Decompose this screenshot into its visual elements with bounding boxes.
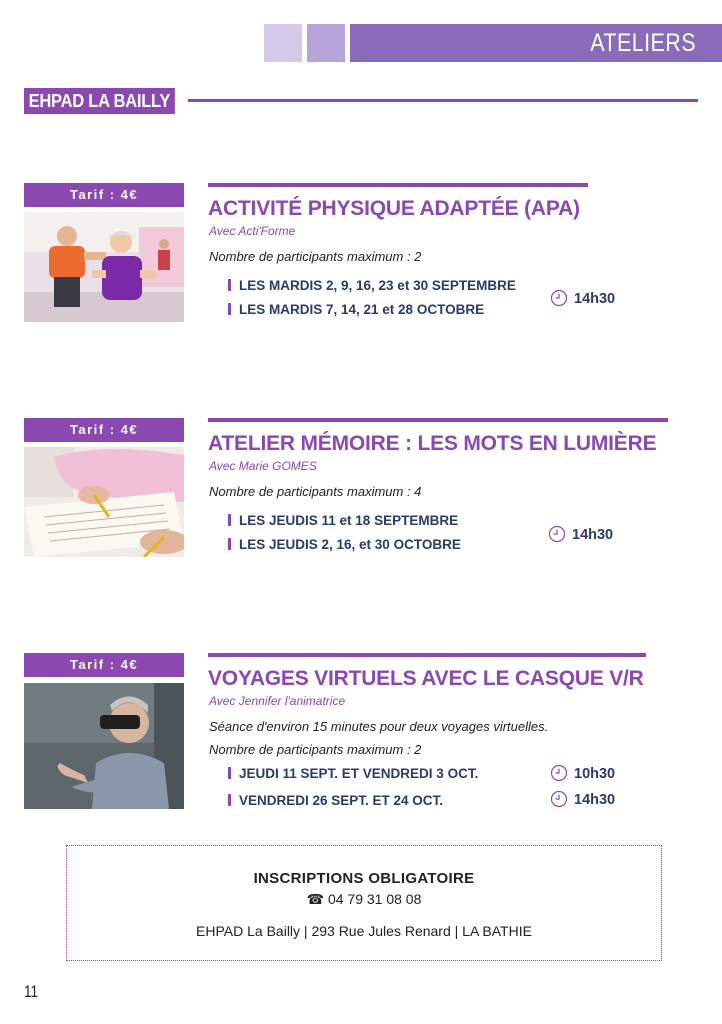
time-slot <box>550 289 615 307</box>
time-text: 14h30 <box>572 527 614 543</box>
time-text: 14h30 <box>574 792 616 808</box>
time-text: 10h30 <box>574 766 616 782</box>
inscriptions-title: INSCRIPTIONS OBLIGATOIRE <box>253 870 475 887</box>
header-square-light <box>264 24 302 62</box>
activity-title: ACTIVITÉ PHYSIQUE ADAPTÉE (APA) <box>208 197 580 220</box>
date-text: VENDREDI 26 SEPT. ET 24 OCT. <box>239 793 444 808</box>
time-slot <box>550 790 615 808</box>
time-slot <box>550 764 615 782</box>
activity-facilitator: Avec Jennifer l'animatrice <box>209 694 346 708</box>
activity-divider <box>208 653 646 657</box>
activity-facilitator: Avec Acti'Forme <box>209 224 296 238</box>
date-line <box>228 513 458 528</box>
clock-icon <box>550 764 568 782</box>
activity-participants: Nombre de participants maximum : 4 <box>209 484 422 499</box>
page-number: 11 <box>24 982 39 1001</box>
date-text: JEUDI 11 SEPT. ET VENDREDI 3 OCT. <box>239 766 479 781</box>
time-slot <box>548 525 613 543</box>
tarif-badge: Tarif : 4€ <box>24 418 184 442</box>
date-line <box>228 793 443 808</box>
phone-number: 04 79 31 08 08 <box>327 891 422 907</box>
tarif-badge: Tarif : 4€ <box>24 653 184 677</box>
phone-line <box>67 891 661 908</box>
inscriptions-box <box>66 845 662 961</box>
page-title: ATELIERS <box>590 29 696 57</box>
activity-participants: Nombre de participants maximum : 2 <box>209 249 422 264</box>
date-line <box>228 278 516 293</box>
date-line <box>228 766 478 781</box>
date-text: LES JEUDIS 2, 16, et 30 OCTOBRE <box>239 537 461 552</box>
phone-icon: ☎ <box>306 891 328 907</box>
activity-photo-vr <box>24 683 184 809</box>
activity-participants: Nombre de participants maximum : 2 <box>209 742 422 757</box>
clock-icon <box>550 790 568 808</box>
activity-photo-memoire <box>24 447 184 557</box>
clock-icon <box>548 525 566 543</box>
activity-facilitator: Avec Marie GOMES <box>209 459 317 473</box>
time-text: 14h30 <box>574 291 616 307</box>
activity-photo-apa <box>24 212 184 322</box>
date-text: LES MARDIS 7, 14, 21 et 28 OCTOBRE <box>239 302 485 317</box>
activity-divider <box>208 183 588 187</box>
date-text: LES MARDIS 2, 9, 16, 23 et 30 SEPTEMBRE <box>239 278 516 293</box>
activity-title: VOYAGES VIRTUELS AVEC LE CASQUE V/R <box>208 667 644 690</box>
section-label: EHPAD LA BAILLY <box>24 88 175 114</box>
header-square-medium <box>307 24 345 62</box>
section-divider <box>188 99 698 102</box>
date-text: LES JEUDIS 11 et 18 SEPTEMBRE <box>239 513 459 528</box>
date-line <box>228 537 461 552</box>
activity-divider <box>208 418 668 422</box>
tarif-badge: Tarif : 4€ <box>24 183 184 207</box>
clock-icon <box>550 289 568 307</box>
address: EHPAD La Bailly | 293 Rue Jules Renard | LA BATHIE <box>196 923 532 939</box>
date-line <box>228 302 484 317</box>
activity-description: Séance d'environ 15 minutes pour deux voyages virtuelles. <box>209 719 549 734</box>
activity-title: ATELIER MÉMOIRE : LES MOTS EN LUMIÈRE <box>208 432 657 455</box>
